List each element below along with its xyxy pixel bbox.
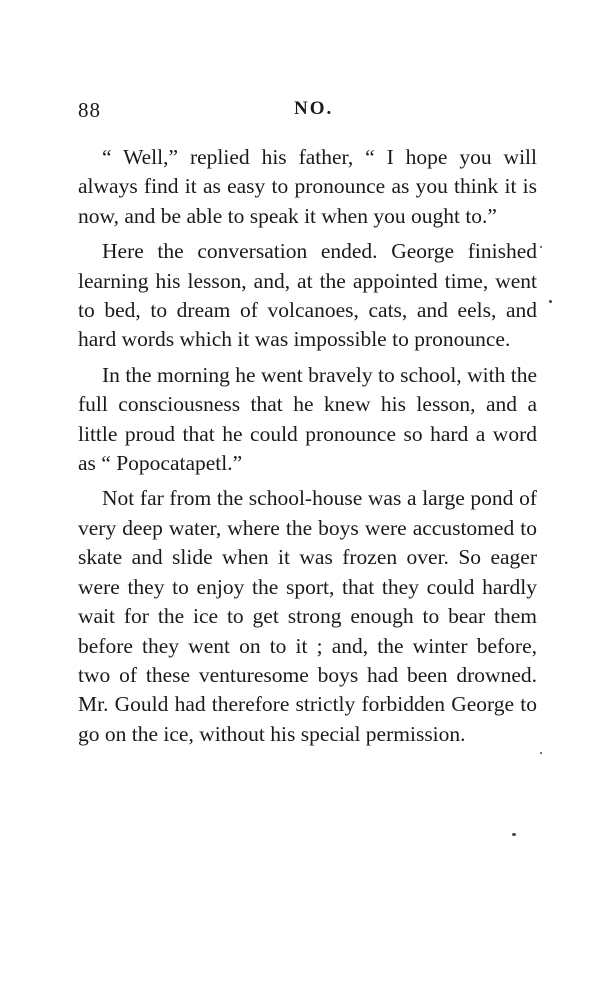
scan-speck [540, 752, 542, 754]
running-head: NO. [294, 98, 334, 119]
paragraph: Here the conversation ended. George finished learning his lesson, and, at the appointed time, went to bed, to dream of volcanoes, cats, and eels, and hard words which it was impossible to pronounce. [78, 239, 537, 352]
page-number: 88 [78, 98, 101, 122]
paragraph: In the morning he went bravely to school, with the full consciousness that he knew his lesson, and a little proud that he could pronounce so hard a word as “ Popocatapetl.” [78, 362, 537, 476]
page-header [78, 98, 538, 128]
scan-speck [540, 246, 542, 248]
scan-speck [549, 300, 552, 303]
scan-speck [512, 833, 516, 836]
paragraph: “ Well,” replied his father, “ I hope you will always find it as easy to pronounce as you think it is now, and be able to speak it when you ought to.” [78, 145, 537, 228]
paragraph: Not far from the school-house was a large pond of very deep water, where the boys were accustomed to skate and slide when it was frozen over. So eager were they to enjoy the sport, that they could hardly wait for the ice to get strong enough to bear them before they went on to it ; and, the winter before, two of these venturesome boys had been drowned. Mr. Gould had therefore strictly forbidden George to go on the ice, without his special permission. [78, 486, 537, 746]
body-text [78, 143, 537, 755]
